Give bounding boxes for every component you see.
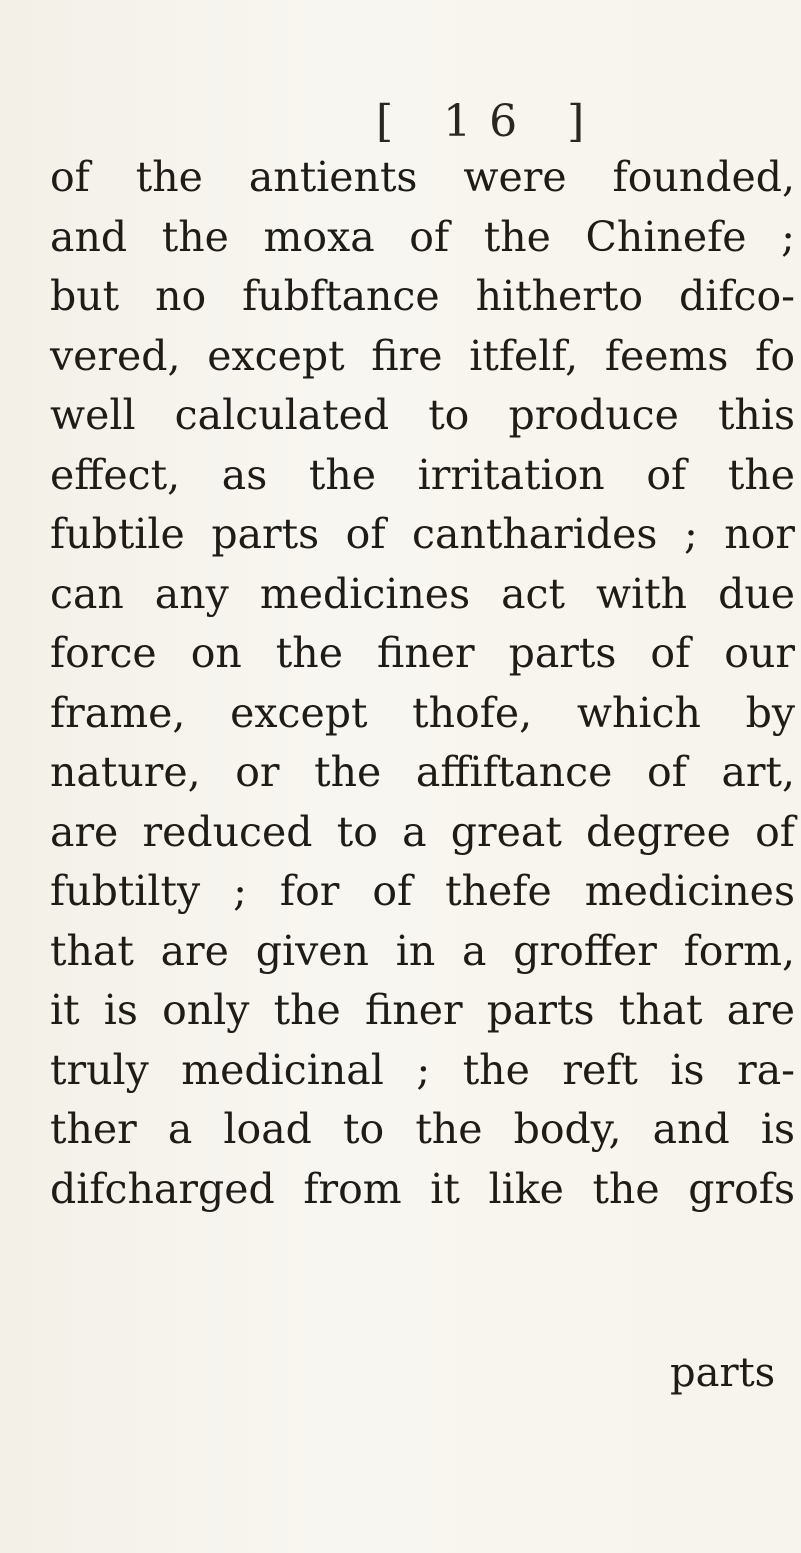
text-line: difcharged from it like the grofs — [50, 1164, 795, 1213]
text-line: and the moxa of the Chinefe ; — [50, 212, 795, 261]
catchword: parts — [670, 1350, 776, 1396]
text-line: frame, except thofe, which by — [50, 688, 795, 737]
page-number: [ 16 ] — [376, 96, 603, 147]
text-line: vered, except fire itfelf, feems fo — [50, 331, 795, 380]
text-line: fubtile parts of cantharides ; nor — [50, 510, 795, 558]
text-line: but no fubftance hitherto difco- — [50, 272, 795, 320]
text-line: fubtilty ; for of thefe medicines — [50, 867, 795, 915]
text-line: truly medicinal ; the reft is ra- — [50, 1045, 795, 1094]
text-line: of the antients were founded, — [50, 153, 795, 201]
text-line: that are given in a groffer form, — [50, 926, 795, 975]
text-line: well calculated to produce this — [50, 391, 795, 439]
text-line: it is only the finer parts that are — [50, 986, 795, 1034]
body-text — [50, 148, 800, 1219]
text-line: force on the finer parts of our — [50, 629, 795, 677]
text-line: effect, as the irritation of the — [50, 450, 795, 499]
text-line: ther a load to the body, and is — [50, 1105, 795, 1153]
text-line: nature, or the affiftance of art, — [50, 748, 795, 796]
text-line: are reduced to a great degree of — [50, 807, 795, 856]
text-line: can any medicines act with due — [50, 569, 795, 618]
